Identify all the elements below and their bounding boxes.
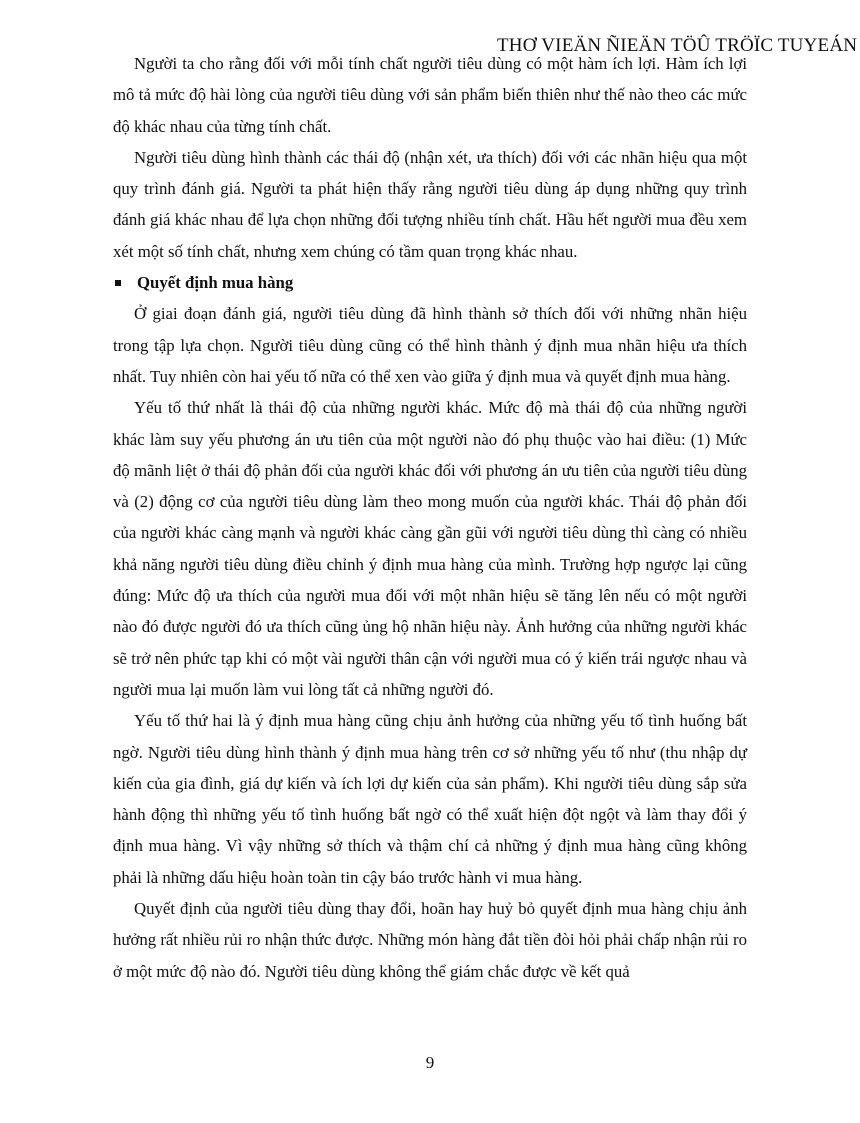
paragraph-evaluation-stage: Ở giai đoạn đánh giá, người tiêu dùng đã hình thành sở thích đối với những nhãn hiệu trong tập lựa chọn. Người tiêu dùng cũng có thể hình thành ý định mua nhãn hiệu ưa thích nhất. Tuy nhiên còn hai yếu tố nữa có thể xen vào giữa ý định mua và quyết định mua hàng.: [113, 304, 747, 386]
paragraph-second-factor: Yếu tố thứ hai là ý định mua hàng cũng chịu ảnh hưởng của những yếu tố tình huống bất ngờ. Người tiêu dùng hình thành ý định mua hàng trên cơ sở những yếu tố như (thu nhập dự kiến của gia đình, giá dự kiến và ích lợi dự kiến của sản phẩm). Khi người tiêu dùng sắp sửa hành động thì những yếu tố tình huống bất ngờ có thể xuất hiện đột ngột và làm thay đổi ý định mua hàng. Vì vậy những sở thích và thậm chí cả những ý định mua hàng cũng không phải là những dấu hiệu hoàn toàn tin cậy báo trước hành vi mua hàng.: [113, 711, 747, 887]
section-heading: [113, 267, 747, 298]
square-bullet-icon: [115, 280, 121, 286]
page-number: 9: [425, 1053, 435, 1072]
paragraph-attitude-formation: Người tiêu dùng hình thành các thái độ (nhận xét, ưa thích) đối với các nhãn hiệu qua một quy trình đánh giá. Người ta phát hiện thấy rằng người tiêu dùng áp dụng những quy trình đánh giá khác nhau để lựa chọn những đối tượng nhiều tính chất. Hầu hết người mua đều xem xét một số tính chất, nhưng xem chúng có tầm quan trọng khác nhau.: [113, 147, 747, 261]
page-body: [113, 48, 747, 987]
header-watermark: THƠ VIEÄN ÑIEÄN TÖÛ TRÖÏC TUYEÁN: [497, 35, 858, 56]
paragraph-utility-function: Người ta cho rằng đối với mỗi tính chất người tiêu dùng có một hàm ích lợi. Hàm ích lợi mô tả mức độ hài lòng của người tiêu dùng với sản phẩm biến thiên như thế nào theo các mức độ khác nhau của từng tính chất.: [113, 54, 747, 136]
paragraph-first-factor: Yếu tố thứ nhất là thái độ của những người khác. Mức độ mà thái độ của những người khác làm suy yếu phương án ưu tiên của một người nào đó phụ thuộc vào hai điều: (1) Mức độ mãnh liệt ở thái độ phản đối của người khác đối với phương án ưu tiên của người tiêu dùng và (2) động cơ của người tiêu dùng làm theo mong muốn của người khác. Thái độ phản đối của người khác càng mạnh và người khác càng gần gũi với người tiêu dùng thì càng có nhiều khả năng người tiêu dùng điều chỉnh ý định mua hàng của mình. Trường hợp ngược lại cũng đúng: Mức độ ưa thích của người mua đối với một nhãn hiệu sẽ tăng lên nếu có một người nào đó được người đó ưa thích cũng ủng hộ nhãn hiệu này. Ảnh hưởng của những người khác sẽ trở nên phức tạp khi có một vài người thân cận với người mua có ý kiến trái ngược nhau và người mua lại muốn làm vui lòng tất cả những người đó.: [113, 398, 747, 699]
section-heading-text: Quyết định mua hàng: [137, 273, 294, 293]
paragraph-perceived-risk: Quyết định của người tiêu dùng thay đổi, hoãn hay huỷ bỏ quyết định mua hàng chịu ảnh hưởng rất nhiều rủi ro nhận thức được. Những món hàng đắt tiền đòi hỏi phải chấp nhận rủi ro ở một mức độ nào đó. Người tiêu dùng không thể giám chắc được về kết quả: [113, 899, 747, 981]
